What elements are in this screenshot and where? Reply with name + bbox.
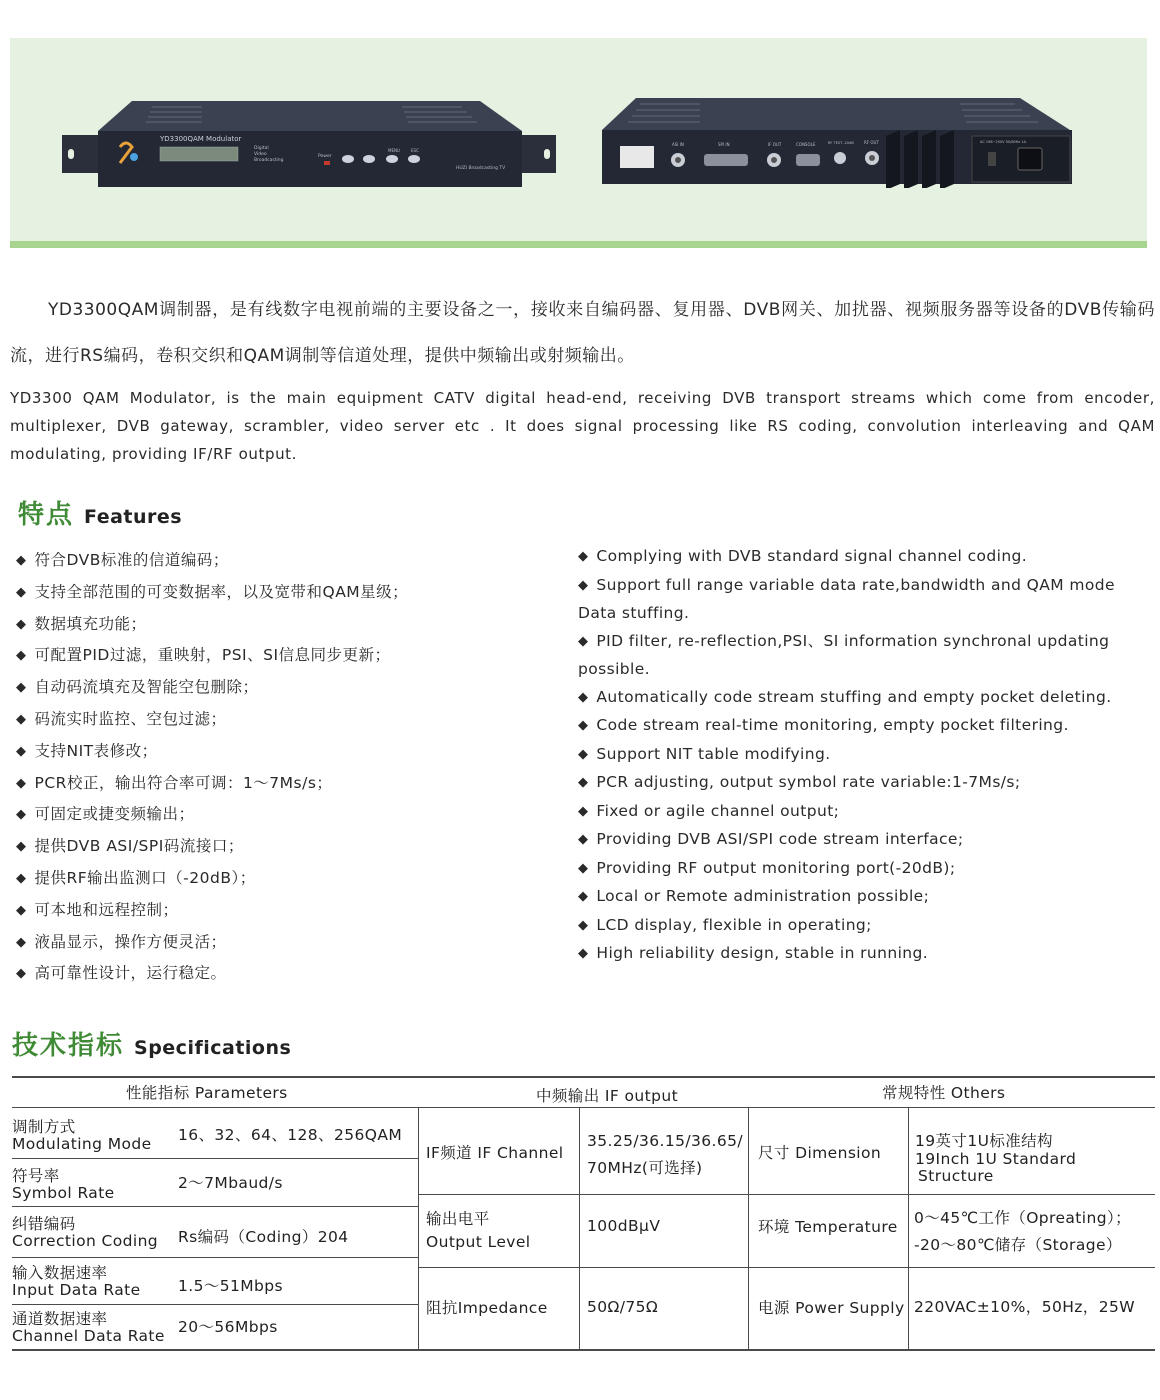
feature-item-cn <box>16 831 556 863</box>
feature-item-en <box>578 572 1153 628</box>
impedance-name: 阻抗Impedance <box>426 1299 548 1317</box>
feature-text: 提供RF输出监测口（-20dB）； <box>34 868 256 887</box>
features-heading-en: Features <box>84 506 183 528</box>
row-rule <box>12 1158 418 1159</box>
impedance-value: 50Ω/75Ω <box>587 1298 659 1316</box>
col-divider <box>579 1108 580 1349</box>
bullet-icon: ◆ <box>578 549 589 564</box>
bullet-icon: ◆ <box>16 584 27 600</box>
feature-item-en <box>578 712 1153 741</box>
svg-text:AC 198~250V 50/60Hz 1A: AC 198~250V 50/60Hz 1A <box>980 140 1026 144</box>
if-channel-value: 70MHz(可选择) <box>587 1159 703 1177</box>
output-level-name: 输出电平 <box>426 1210 490 1228</box>
feature-item-en <box>578 769 1153 798</box>
feature-item-en <box>578 826 1153 855</box>
bullet-icon: ◆ <box>578 775 589 790</box>
feature-item-cn <box>16 927 556 959</box>
param-name-en: Correction Coding <box>12 1232 159 1250</box>
col-divider <box>908 1108 909 1349</box>
feature-text: PID filter, re-reflection,PSI、SI information synchronal updating possible. <box>578 631 1110 678</box>
svg-text:Video: Video <box>254 152 267 157</box>
feature-item-en <box>578 741 1153 770</box>
param-name-cn: 纠错编码 <box>12 1215 76 1233</box>
chassis-top <box>602 98 1070 130</box>
feature-text: Providing RF output monitoring port(-20dB); <box>596 858 956 877</box>
feature-text: 高可靠性设计，运行稳定。 <box>34 964 227 983</box>
bullet-icon: ◆ <box>16 966 27 982</box>
bullet-icon: ◆ <box>578 803 589 819</box>
svg-text:RF OUT: RF OUT <box>864 140 879 145</box>
feature-item-cn <box>16 640 556 672</box>
feature-text: 提供DVB ASI/SPI码流接口； <box>34 837 244 856</box>
svg-text:CONSOLE: CONSOLE <box>796 142 816 147</box>
param-name-cn: 通道数据速率 <box>12 1310 108 1328</box>
power-supply-value: 220VAC±10%，50Hz，25W <box>914 1298 1135 1316</box>
feature-text: Fixed or agile channel output; <box>596 801 840 820</box>
dimension-value: Structure <box>918 1167 994 1185</box>
feature-item-cn <box>16 863 556 895</box>
param-name-cn: 符号率 <box>12 1167 60 1185</box>
feature-text: 码流实时监控、空包过滤； <box>34 709 227 728</box>
dimension-value: 19英寸1U标准结构 <box>915 1132 1053 1150</box>
svg-text:ESC: ESC <box>411 148 419 153</box>
feature-item-en <box>578 883 1153 912</box>
param-name-en: Channel Data Rate <box>12 1327 165 1345</box>
banner-underline <box>10 241 1147 248</box>
feature-item-cn <box>16 704 556 736</box>
svg-text:IF OUT: IF OUT <box>768 142 782 147</box>
param-value: 20～56Mbps <box>178 1318 278 1336</box>
intro-english: YD3300 QAM Modulator, is the main equipment CATV digital head-end, receiving DVB transport streams which come from encoder, multiplexer, DVB gateway, scrambler, video server etc . It does signal processing like RS coding, convolution interleaving and QAM modulating, providing IF/RF output. <box>10 389 1155 463</box>
bullet-icon: ◆ <box>578 746 589 762</box>
feature-item-cn <box>16 958 556 990</box>
feature-item-cn <box>16 577 556 609</box>
row-rule <box>418 1267 1155 1268</box>
bullet-icon: ◆ <box>16 870 27 886</box>
specs-heading-en: Specifications <box>134 1037 292 1059</box>
param-name-en: Modulating Mode <box>12 1135 152 1153</box>
bullet-icon: ◆ <box>578 917 589 933</box>
feature-item-cn <box>16 545 556 577</box>
param-value: 1.5～51Mbps <box>178 1277 283 1295</box>
svg-text:Power: Power <box>318 154 332 159</box>
row-rule <box>418 1194 1155 1195</box>
ac-inlet <box>1018 148 1042 170</box>
feature-text: PCR adjusting, output symbol rate variable:1-7Ms/s; <box>596 773 1021 791</box>
left-rack-ear <box>62 135 98 173</box>
row-rule <box>12 1206 418 1207</box>
feature-item-cn <box>16 799 556 831</box>
feature-item-en <box>578 940 1153 969</box>
chassis-top <box>98 101 522 131</box>
feature-text: Local or Remote administration possible; <box>596 887 930 905</box>
features-heading <box>18 494 182 531</box>
header-rule <box>12 1107 1155 1108</box>
row-rule <box>12 1304 418 1305</box>
temperature-value: -20～80℃储存（Storage） <box>914 1236 1122 1254</box>
bullet-icon: ◆ <box>578 832 589 847</box>
svg-text:SPI IN: SPI IN <box>718 142 730 147</box>
bullet-icon: ◆ <box>16 839 27 855</box>
power-switch <box>988 152 996 166</box>
bullet-icon: ◆ <box>578 577 589 593</box>
param-name-cn: 输入数据速率 <box>12 1264 108 1282</box>
feature-item-en <box>578 798 1153 827</box>
bullet-icon: ◆ <box>16 648 27 664</box>
svg-text:MENU: MENU <box>388 148 400 153</box>
if-channel-value: 35.25/36.15/36.65/ <box>587 1132 743 1150</box>
row-rule <box>12 1257 418 1258</box>
param-value: 16、32、64、128、256QAM <box>178 1126 403 1144</box>
col-divider <box>418 1108 419 1349</box>
table-top-rule <box>12 1076 1155 1078</box>
specs-heading-cn: 技术指标 <box>12 1031 125 1061</box>
feature-text: Providing DVB ASI/SPI code stream interface; <box>596 830 964 848</box>
bullet-icon: ◆ <box>578 889 589 904</box>
param-name-cn: 调制方式 <box>12 1118 76 1136</box>
front-panel-photo <box>62 101 556 189</box>
feature-text: LCD display, flexible in operating; <box>596 915 872 934</box>
feature-text: 支持NIT表修改； <box>34 741 158 760</box>
feature-text: Code stream real-time monitoring, empty pocket filtering. <box>596 716 1069 734</box>
bullet-icon: ◆ <box>578 860 589 876</box>
param-name-en: Symbol Rate <box>12 1184 115 1202</box>
if-channel-name: IF频道 IF Channel <box>426 1144 564 1162</box>
right-rack-ear <box>520 135 556 173</box>
bullet-icon: ◆ <box>16 711 27 727</box>
bullet-icon: ◆ <box>16 934 27 950</box>
bullet-icon: ◆ <box>578 718 589 733</box>
feature-item-cn <box>16 672 556 704</box>
svg-text:Broadcasting: Broadcasting <box>254 158 284 163</box>
power-supply-name: 电源 Power Supply <box>758 1299 905 1317</box>
feature-item-en <box>578 628 1153 684</box>
bullet-icon: ◆ <box>16 775 27 791</box>
header-parameters: 性能指标 Parameters <box>126 1084 288 1102</box>
output-level-value: 100dBμV <box>587 1217 661 1235</box>
feature-text: 可配置PID过滤，重映射，PSI、SI信息同步更新； <box>34 646 391 665</box>
svg-text:RF TEST -20dB: RF TEST -20dB <box>828 141 854 145</box>
feature-text: Complying with DVB standard signal channel coding. <box>596 547 1028 565</box>
feature-text: 液晶显示，操作方便灵活； <box>34 932 227 951</box>
features-list-cn <box>16 545 556 990</box>
feature-text: Support NIT table modifying. <box>596 744 831 763</box>
feature-text: 可本地和远程控制； <box>34 900 179 919</box>
param-value: 2～7Mbaud/s <box>178 1174 283 1192</box>
power-led <box>324 161 330 165</box>
output-level-name: Output Level <box>426 1233 531 1251</box>
rear-panel-photo <box>600 96 1075 188</box>
feature-item-cn <box>16 736 556 768</box>
feature-text: 数据填充功能； <box>34 614 147 633</box>
header-if-output: 中频输出 IF output <box>536 1087 679 1105</box>
header-others: 常规特性 Others <box>882 1084 1006 1102</box>
bullet-icon: ◆ <box>16 616 27 632</box>
temperature-value: 0～45℃工作（Opreating）； <box>914 1209 1131 1227</box>
front-model-label: YD3300QAM Modulator <box>160 135 242 143</box>
bullet-icon: ◆ <box>578 946 589 961</box>
feature-item-en <box>578 912 1153 941</box>
bullet-icon: ◆ <box>578 633 589 649</box>
dimension-value: 19Inch 1U Standard <box>915 1150 1077 1168</box>
temperature-name: 环境 Temperature <box>758 1218 898 1236</box>
dimension-name: 尺寸 Dimension <box>758 1144 882 1162</box>
bullet-icon: ◆ <box>16 902 27 918</box>
lcd-display <box>160 147 238 161</box>
bullet-icon: ◆ <box>16 743 27 759</box>
feature-text: 自动码流填充及智能空包删除； <box>34 678 259 697</box>
front-brand: HUZI Broadcasting TV <box>456 166 506 171</box>
feature-text: 支持全部范围的可变数据率，以及宽带和QAM星级； <box>34 582 409 601</box>
specs-heading <box>12 1025 291 1062</box>
feature-text: 可固定或捷变频输出； <box>34 805 195 824</box>
features-list-en <box>578 543 1153 969</box>
feature-text: Support full range variable data rate,bandwidth and QAM mode Data stuffing. <box>578 575 1115 622</box>
feature-text: High reliability design, stable in running. <box>596 944 929 962</box>
serial-label <box>620 146 654 168</box>
feature-text: 符合DVB标准的信道编码； <box>34 551 229 569</box>
param-value: Rs编码（Coding）204 <box>178 1228 349 1246</box>
bullet-icon: ◆ <box>16 553 27 568</box>
col-divider <box>748 1108 749 1349</box>
svg-text:ASI IN: ASI IN <box>672 142 684 147</box>
feature-item-en <box>578 855 1153 884</box>
bullet-icon: ◆ <box>16 807 27 823</box>
feature-item-cn <box>16 609 556 641</box>
features-heading-cn: 特点 <box>18 500 75 530</box>
feature-item-en <box>578 543 1153 572</box>
feature-item-cn <box>16 895 556 927</box>
bullet-icon: ◆ <box>16 680 27 696</box>
feature-item-en <box>578 684 1153 713</box>
feature-text: Automatically code stream stuffing and empty pocket deleting. <box>596 687 1112 706</box>
param-name-en: Input Data Rate <box>12 1281 141 1299</box>
intro-chinese: YD3300QAM调制器，是有线数字电视前端的主要设备之一，接收来自编码器、复用器、DVB网关、加扰器、视频服务器等设备的DVB传输码流，进行RS编码，卷积交织和QAM调制等信道处理，提供中频输出或射频输出。 <box>10 300 1155 366</box>
table-bottom-rule <box>12 1349 1155 1351</box>
feature-text: PCR校正，输出符合率可调：1～7Ms/s； <box>34 773 333 792</box>
specs-table <box>12 1076 1155 1351</box>
bullet-icon: ◆ <box>578 689 589 705</box>
svg-text:Digital: Digital <box>254 146 269 151</box>
feature-item-cn <box>16 768 556 800</box>
